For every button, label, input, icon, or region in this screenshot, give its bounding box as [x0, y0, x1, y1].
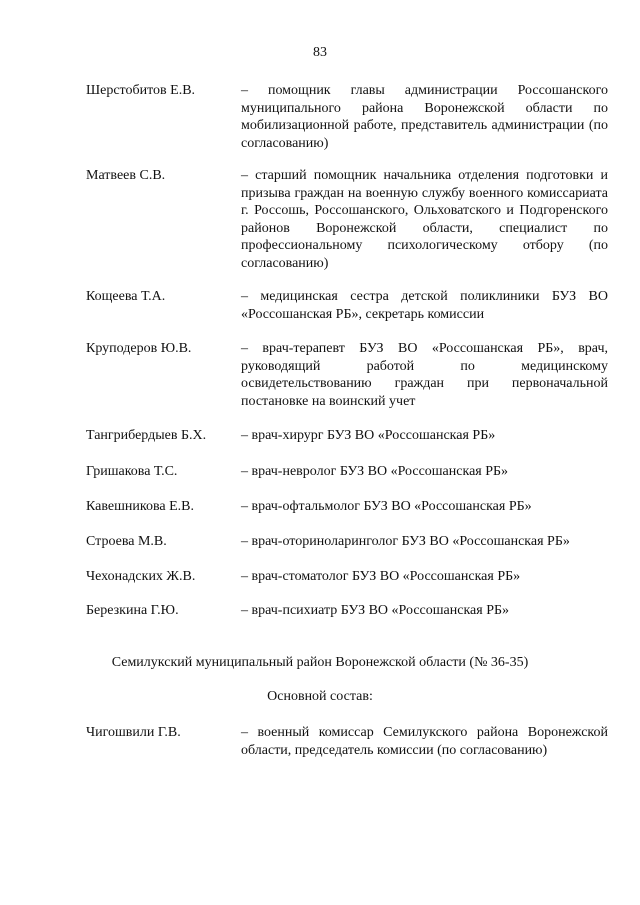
member-role: – помощник главы администрации Россошанского муниципального района Воронежской области по мобилизационной работе, представитель администрации (по согласованию) — [241, 83, 608, 151]
page-number: 83 — [313, 45, 327, 60]
member-entry — [86, 602, 608, 620]
member-entry — [86, 427, 608, 445]
member-role: – врач-оториноларинголог БУЗ ВО «Россошанская РБ» — [241, 534, 570, 549]
member-role: – врач-психиатр БУЗ ВО «Россошанская РБ» — [241, 603, 510, 618]
member-role: – врач-хирург БУЗ ВО «Россошанская РБ» — [241, 428, 496, 443]
member-entry — [86, 533, 608, 551]
member-entry — [86, 463, 608, 481]
member-name: Кощеева Т.А. — [86, 289, 166, 304]
member-name: Строева М.В. — [86, 534, 167, 549]
member-name: Гришакова Т.С. — [86, 464, 178, 479]
member-name: Круподеров Ю.В. — [86, 341, 192, 356]
member-name: Чигошвили Г.В. — [86, 725, 181, 740]
member-entry — [86, 498, 608, 516]
member-role: – врач-стоматолог БУЗ ВО «Россошанская РБ» — [241, 569, 521, 584]
district-heading: Семилукский муниципальный район Воронежской области (№ 36-35) — [111, 655, 529, 670]
member-entry — [86, 288, 608, 323]
member-name: Березкина Г.Ю. — [86, 603, 179, 618]
member-name: Тангрибердыев Б.Х. — [86, 428, 207, 443]
member-name: Чехонадских Ж.В. — [86, 569, 196, 584]
member-role: – медицинская сестра детской поликлиники БУЗ ВО «Россошанская РБ», секретарь комиссии — [241, 289, 608, 322]
member-name: Кавешникова Е.В. — [86, 499, 194, 514]
member-entry — [86, 82, 608, 152]
member-name: Матвеев С.В. — [86, 168, 166, 183]
member-entry — [86, 724, 608, 759]
member-entry — [86, 568, 608, 586]
member-role: – врач-терапевт БУЗ ВО «Россошанская РБ», врач, руководящий работой по медицинскому освидетельствованию граждан при первоначальной постановке на воинский учет — [241, 341, 608, 409]
member-role: – старший помощник начальника отделения подготовки и призыва граждан на военную службу военного комиссариата г. Россошь, Россошанского, Ольховатского и Подгоренского районов Воронежской области, специалист по профессиональному психологическому отбору (по согласованию) — [241, 168, 608, 271]
composition-heading: Основной состав: — [267, 689, 373, 704]
member-entry — [86, 167, 608, 273]
member-entry — [86, 340, 608, 410]
member-role: – врач-офтальмолог БУЗ ВО «Россошанская РБ» — [241, 499, 532, 514]
member-role: – военный комиссар Семилукского района Воронежской области, председатель комиссии (по согласованию) — [241, 725, 608, 758]
member-name: Шерстобитов Е.В. — [86, 83, 196, 98]
member-role: – врач-невролог БУЗ ВО «Россошанская РБ» — [241, 464, 509, 479]
